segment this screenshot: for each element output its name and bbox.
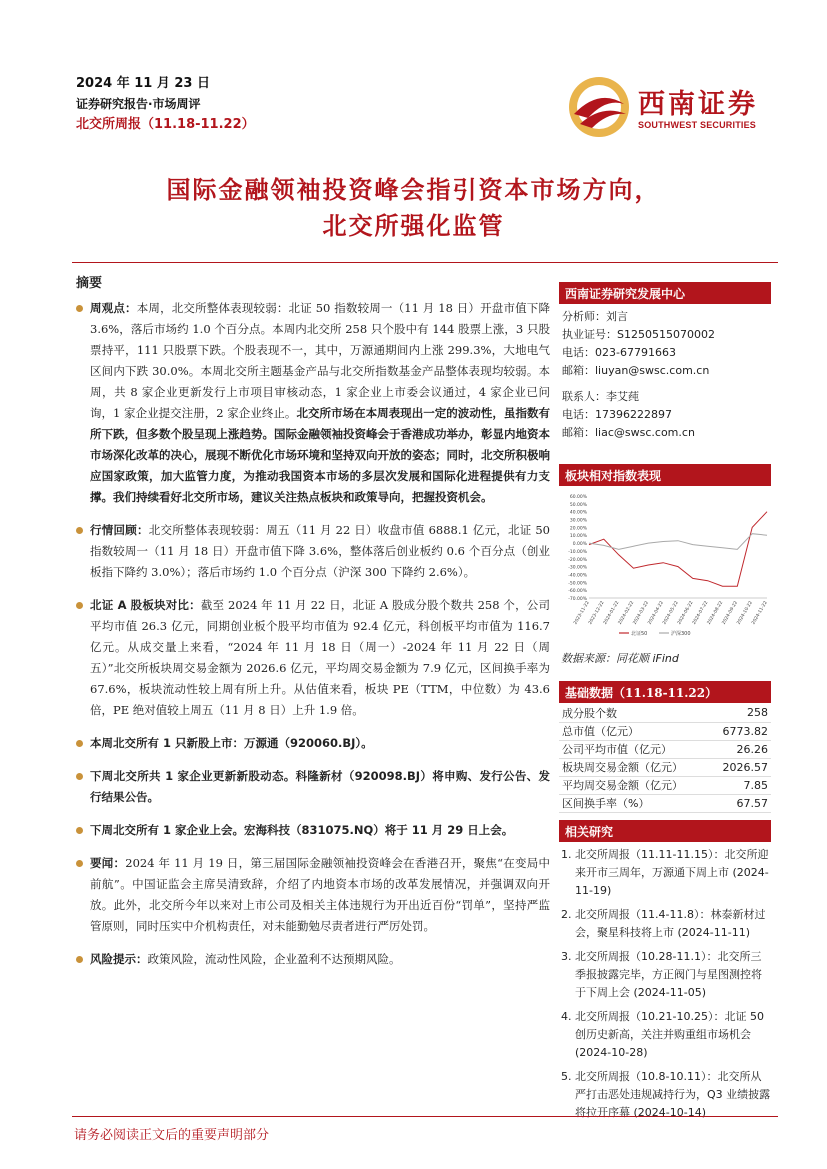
- summary-bullets: [76, 298, 550, 982]
- table-row: [559, 704, 771, 722]
- y-tick-label: -30.00%: [568, 565, 587, 571]
- bullet-dot-icon: [76, 773, 83, 780]
- y-tick-label: 0.00%: [572, 542, 587, 548]
- chart-heading: 板块相对指数表现: [559, 464, 771, 486]
- analyst-cert: 执业证号：S1250515070002: [562, 328, 715, 341]
- table-row: [559, 794, 771, 812]
- bullet-market-review: [76, 520, 550, 583]
- bullet-dot-icon: [76, 956, 83, 963]
- analyst-name: 分析师：刘言: [562, 310, 628, 323]
- related-section: [559, 820, 771, 842]
- analyst-panel-heading: 西南证券研究发展中心: [559, 282, 771, 304]
- footer-divider: [72, 1116, 778, 1117]
- y-tick-label: -70.00%: [568, 597, 587, 602]
- stat-value: 67.57: [736, 796, 768, 810]
- stat-label: 公司平均市值（亿元）: [562, 743, 672, 756]
- bullet-text: 北交所整体表现较弱：周五（11 月 22 日）收盘市值 6888.1 亿元，北证 50 指数较周一（11 月 18 日）开盘市值下降 3.6%，整体落后创业板约 0.6 个百分点（创业板指下降约 3.0%）；落后市场约 1.0 个百分点（沪深 300 下降约 2.6%）。: [90, 523, 551, 579]
- summary-heading: 摘要: [76, 276, 103, 291]
- bullet-title: 要闻：: [90, 856, 126, 870]
- bullet-ipo-update: [76, 766, 550, 808]
- stats-table: [559, 704, 771, 813]
- bullet-dot-icon: [76, 305, 83, 312]
- y-tick-label: 20.00%: [569, 526, 587, 532]
- chart-source: 数据来源：同花顺 iFind: [561, 652, 679, 665]
- bullet-news: [76, 853, 550, 937]
- headline-line-1: 国际金融领袖投资峰会指引资本市场方向，: [166, 176, 661, 204]
- x-tick-label: 2024-03-22: [632, 600, 651, 626]
- bullet-dot-icon: [76, 860, 83, 867]
- bullet-title: 本周北交所有 1 只新股上市：万源通（920060.BJ）。: [90, 736, 373, 750]
- y-tick-label: 50.00%: [569, 502, 587, 508]
- stat-value: 26.26: [736, 742, 768, 756]
- logo-chinese-name: 西南证券: [638, 89, 758, 120]
- table-row: [559, 740, 771, 758]
- y-tick-label: 60.00%: [569, 495, 587, 500]
- bullet-title: 周观点：: [90, 301, 137, 315]
- bullet-text: 截至 2024 年 11 月 22 日，北证 A 股成分股个数共 258 个，公司平均市值 26.3 亿元，同期创业板个股平均市值为 92.4 亿元，科创板平均市值为 116.7 亿元。从成交量上来看，“2024 年 11 月 18 日（周一）-2024 年 11 月 22 日（周五）”北交所板块周交易金额为 2026.6 亿元，平均周交易金额为 7.9 亿元，区间换手率为 67.6%，板块流动性较上周有所上升。从估值来看，板块 PE（TTM，中位数）为 43.6 倍，PE 绝对值较上周五（11 月 8 日）上升 1.9 倍。: [90, 598, 550, 717]
- bullet-risk: [76, 949, 550, 970]
- x-tick-label: 2024-11-22: [751, 600, 769, 626]
- related-item[interactable]: 2. 北交所周报（11.4-11.8）：林泰新材过会，聚星科技将上市 (2024-11-11): [561, 908, 766, 939]
- y-tick-label: 30.00%: [569, 518, 587, 524]
- chart-section: [559, 464, 771, 486]
- x-tick-label: 2024-09-22: [721, 600, 740, 626]
- related-list: [559, 846, 771, 1128]
- bullet-text: 本周，北交所整体表现较弱：北证 50 指数较周一（11 月 18 日）开盘市值下降 3.6%，落后市场约 1.0 个百分点。本周内北交所 258 只个股中有 144 股票上涨，3 只股票持平，111 只股票下跌。个股表现不一，其中，万源通期间内上涨 299.3%，大地电气区间内下跌 30.0%。本周北交所主题基金产品与北交所指数基金产品整体表现均较弱。本周，共 8 家企业更新发行上市项目审核动态，1 家企业上市委会议通过，4 家企业已问询，1 家企业提交注册，2 家企业终止。: [90, 301, 550, 420]
- stat-label: 板块周交易金额（亿元）: [562, 761, 683, 774]
- y-tick-label: 40.00%: [569, 510, 587, 516]
- table-row: [559, 722, 771, 740]
- bullet-weekly-view: [76, 298, 550, 508]
- y-tick-label: 10.00%: [569, 534, 587, 540]
- stat-label: 平均周交易金额（亿元）: [562, 779, 683, 792]
- bullet-title: 北证 A 股板块对比：: [90, 598, 201, 612]
- contact-phone: 电话：17396222897: [562, 408, 672, 421]
- x-tick-label: 2023-12-22: [588, 600, 606, 626]
- bullet-dot-icon: [76, 827, 83, 834]
- report-series: 北交所周报（11.18-11.22）: [76, 117, 255, 132]
- y-tick-label: -50.00%: [568, 581, 587, 587]
- related-heading: 相关研究: [559, 820, 771, 842]
- stat-value: 6773.82: [722, 724, 768, 738]
- x-tick-label: 2024-10-22: [736, 600, 754, 626]
- y-tick-label: -10.00%: [568, 549, 587, 555]
- related-item[interactable]: 5. 北交所周报（10.8-10.11）：北交所从严打击恶处违规减持行为，Q3 业绩披露将拉开序幕 (2024-10-14): [561, 1070, 771, 1119]
- y-tick-label: -40.00%: [568, 573, 587, 579]
- header-divider: [72, 262, 778, 263]
- bullet-sector-compare: [76, 595, 550, 721]
- x-tick-label: 2024-06-22: [677, 600, 695, 626]
- x-tick-label: 2024-08-22: [706, 600, 725, 626]
- analyst-email: 邮箱：liuyan@swsc.com.cn: [562, 364, 710, 377]
- logo-emblem-icon: [566, 74, 632, 140]
- x-tick-label: 2024-07-22: [691, 600, 710, 626]
- bullet-dot-icon: [76, 602, 83, 609]
- contact-name: 联系人：李艾莼: [562, 390, 639, 403]
- stats-heading: 基础数据（11.18-11.22）: [559, 681, 771, 703]
- bullet-new-listing: [76, 733, 550, 754]
- bullet-title: 下周北交所共 1 家企业更新新股动态。科隆新材（920098.BJ）将申购、发行公告、发行结果公告。: [90, 769, 550, 804]
- x-tick-label: 2024-04-22: [647, 600, 665, 626]
- x-tick-label: 2024-02-22: [617, 600, 636, 626]
- analyst-panel: [559, 282, 771, 442]
- bullet-review-meeting: [76, 820, 550, 841]
- brand-logo: [566, 72, 766, 142]
- report-date: 2024 年 11 月 23 日: [76, 76, 210, 91]
- stat-value: 258: [747, 706, 768, 720]
- footer-disclaimer: 请务必阅读正文后的重要声明部分: [74, 1128, 270, 1143]
- contact-email: 邮箱：liac@swsc.com.cn: [562, 426, 695, 439]
- bullet-bold-text: 北交所市场在本周表现出一定的波动性，虽指数有所下跌，但多数个股呈现上涨趋势。国际金融领袖投资峰会于香港成功举办，彰显内地资本市场深化改革的决心，展现不断优化市场环境和坚持双向开放的姿态；同时，北交所积极响应国家政策，加大监管力度，为推动我国资本市场的多层次发展和国际化进程提供有力支撑。我们持续看好北交所市场，建议关注热点板块和政策导向，把握投资机会。: [90, 406, 550, 504]
- relative-performance-chart: [559, 490, 771, 640]
- related-item[interactable]: 1. 北交所周报（11.11-11.15）：北交所迎来开市三周年，万源通下周上市 (2024-11-19): [561, 848, 769, 897]
- legend-label: 沪深300: [671, 631, 691, 637]
- series-line-hs300: [589, 534, 767, 550]
- report-type: 证券研究报告·市场周评: [76, 97, 201, 111]
- headline-line-2: 北交所强化监管: [322, 212, 505, 240]
- y-tick-label: -20.00%: [568, 557, 587, 563]
- bullet-dot-icon: [76, 527, 83, 534]
- table-row: [559, 776, 771, 794]
- bullet-text: 2024 年 11 月 19 日，第三届国际金融领袖投资峰会在香港召开，聚焦“在变局中前航”。中国证监会主席吴清致辞，介绍了内地资本市场的改革发展情况，并强调双向开放。此外，北交所今年以来对上市公司及相关主体违规行为开出近百份“罚单”，坚持严监管原则，同时压实中介机构责任，对未能勤勉尽责者进行严厉处罚。: [90, 856, 551, 933]
- stat-value: 7.85: [743, 778, 768, 792]
- bullet-text: 政策风险，流动性风险，企业盈利不达预期风险。: [147, 952, 401, 966]
- report-meta: [76, 74, 255, 136]
- x-tick-label: 2023-11-22: [573, 600, 591, 626]
- analyst-phone: 电话：023-67791663: [562, 346, 676, 359]
- bullet-dot-icon: [76, 740, 83, 747]
- x-tick-label: 2024-01-22: [602, 600, 621, 626]
- bullet-title: 风险提示：: [90, 952, 148, 966]
- logo-english-name: SOUTHWEST SECURITIES: [638, 120, 757, 130]
- table-row: [559, 758, 771, 776]
- stat-label: 总市值（亿元）: [562, 725, 639, 738]
- related-item[interactable]: 4. 北交所周报（10.21-10.25）：北证 50 创历史新高，关注并购重组市场机会 (2024-10-28): [561, 1010, 764, 1059]
- stat-label: 成分股个数: [562, 706, 617, 720]
- related-item[interactable]: 3. 北交所周报（10.28-11.1）：北交所三季报披露完毕，方正阀门与星图测控将于下周上会 (2024-11-05): [561, 950, 762, 999]
- x-tick-label: 2024-05-22: [662, 600, 680, 626]
- bullet-title: 下周北交所有 1 家企业上会。宏海科技（831075.NQ）将于 11 月 29 日上会。: [90, 823, 514, 837]
- stat-label: 区间换手率（%）: [562, 797, 650, 810]
- y-tick-label: -60.00%: [568, 589, 587, 595]
- stat-value: 2026.57: [722, 760, 768, 774]
- bullet-title: 行情回顾：: [90, 523, 149, 537]
- legend-label: 北证50: [631, 631, 648, 637]
- stats-section: [559, 681, 771, 703]
